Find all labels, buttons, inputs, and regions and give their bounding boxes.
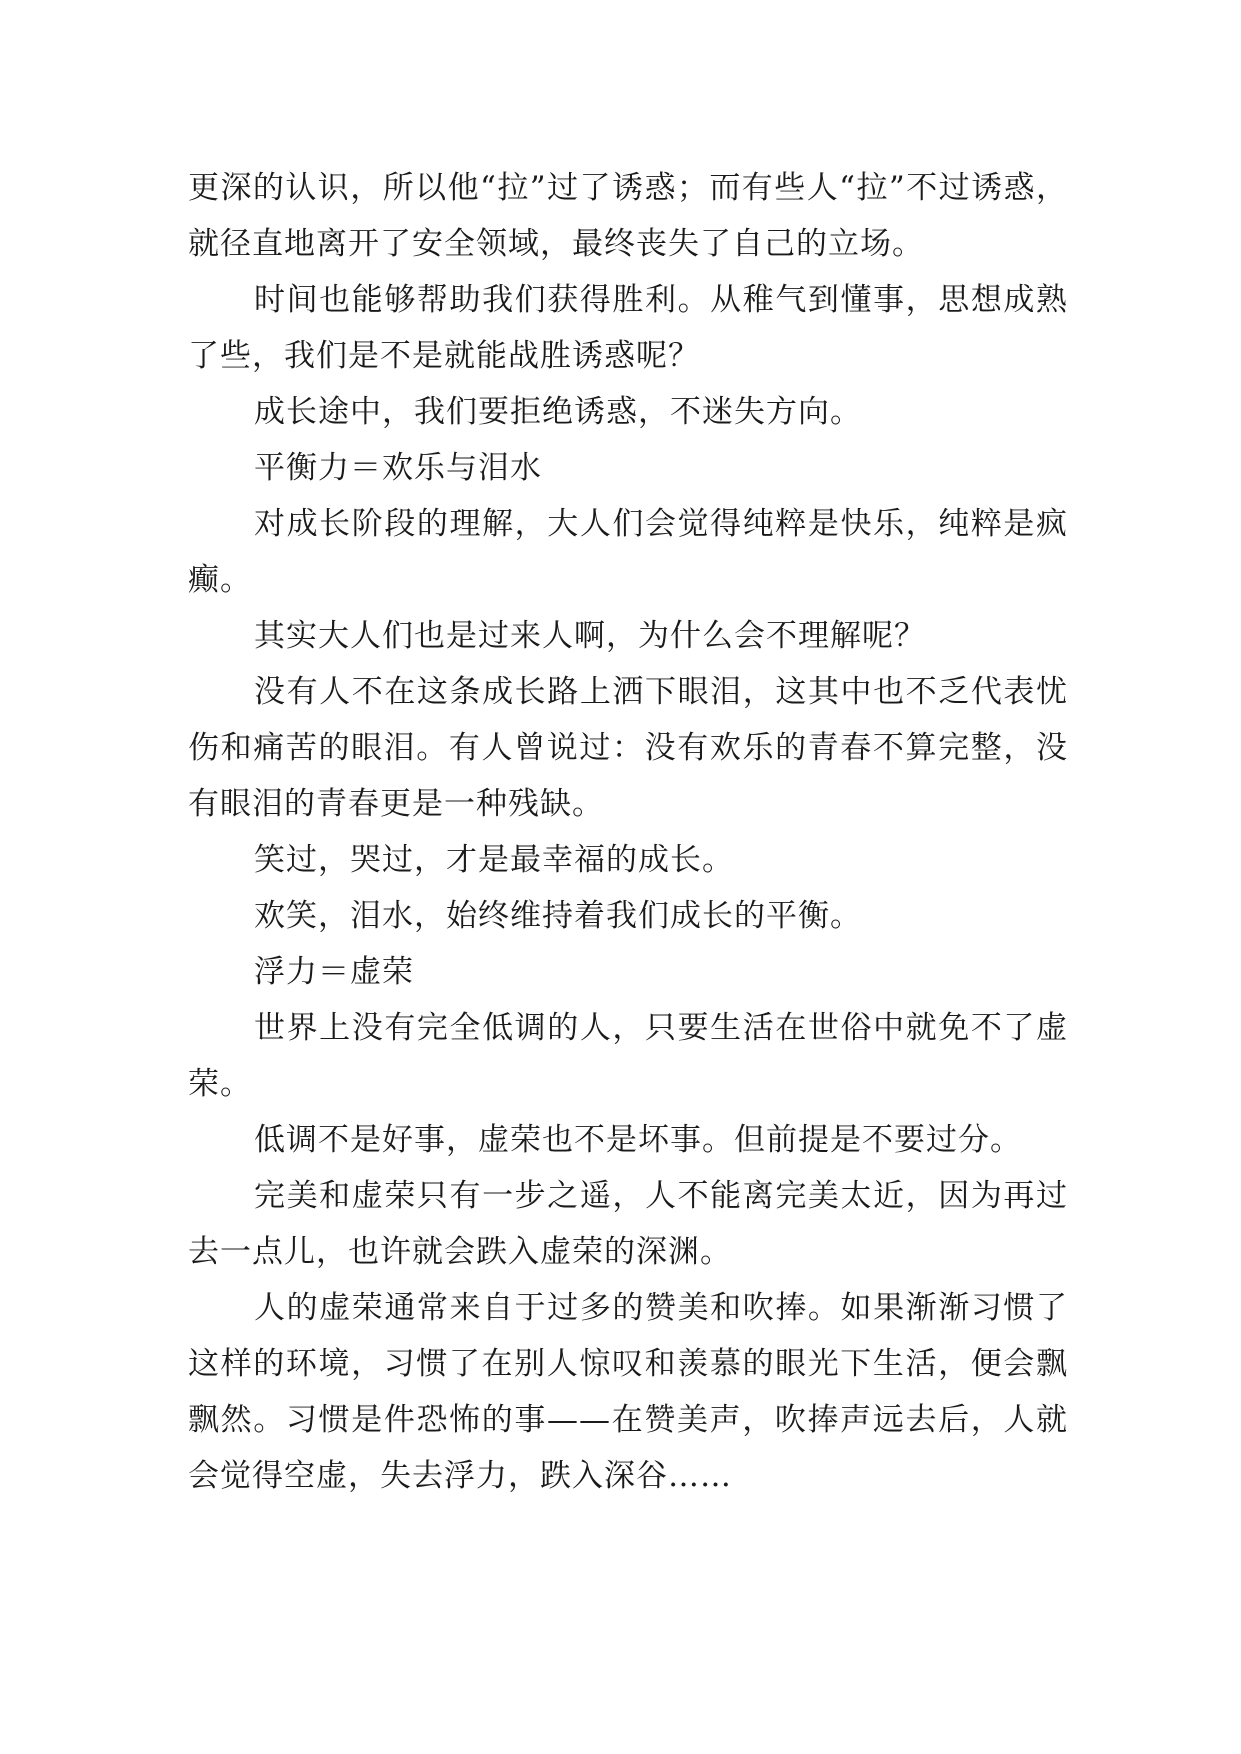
paragraph: 成长途中，我们要拒绝诱惑，不迷失方向。 — [254, 394, 862, 430]
paragraph: 没有人不在这条成长路上洒下眼泪，这其中也不乏代表忧伤和痛苦的眼泪。有人曾说过：没有欢乐的青春不算完整，没有眼泪的青春更是一种残缺。 — [188, 674, 1068, 822]
paragraph: 世界上没有完全低调的人，只要生活在世俗中就免不了虚荣。 — [188, 1010, 1068, 1102]
section-heading: 平衡力＝欢乐与泪水 — [254, 450, 542, 486]
section-heading: 浮力＝虚荣 — [254, 954, 414, 990]
paragraph: 时间也能够帮助我们获得胜利。从稚气到懂事，思想成熟了些，我们是不是就能战胜诱惑呢？ — [188, 282, 1068, 374]
paragraph: 人的虚荣通常来自于过多的赞美和吹捧。如果渐渐习惯了这样的环境，习惯了在别人惊叹和羡慕的眼光下生活，便会飘飘然。习惯是件恐怖的事——在赞美声，吹捧声远去后，人就会觉得空虚，失去浮力，跌入深谷…… — [188, 1290, 1068, 1494]
paragraph: 欢笑，泪水，始终维持着我们成长的平衡。 — [254, 898, 862, 934]
paragraph: 其实大人们也是过来人啊，为什么会不理解呢？ — [254, 618, 926, 654]
paragraph: 低调不是好事，虚荣也不是坏事。但前提是不要过分。 — [254, 1122, 1022, 1158]
document-page — [188, 160, 1068, 1504]
paragraph: 完美和虚荣只有一步之遥，人不能离完美太近，因为再过去一点儿，也许就会跌入虚荣的深渊。 — [188, 1178, 1068, 1270]
paragraph: 对成长阶段的理解，大人们会觉得纯粹是快乐，纯粹是疯癫。 — [188, 506, 1068, 598]
paragraph-continuation: 更深的认识，所以他“拉”过了诱惑；而有些人“拉”不过诱惑，就径直地离开了安全领域，最终丧失了自己的立场。 — [188, 170, 1068, 262]
paragraph: 笑过，哭过，才是最幸福的成长。 — [254, 842, 734, 878]
